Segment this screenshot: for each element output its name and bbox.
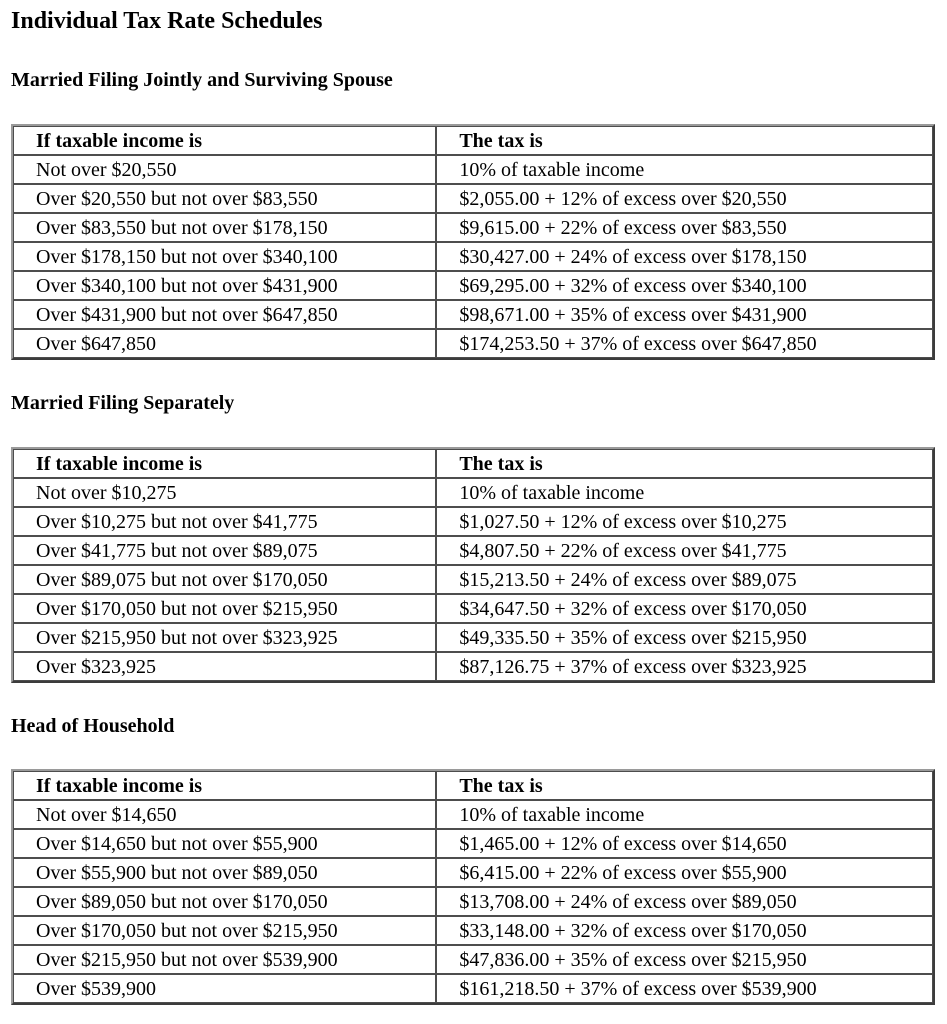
table-row: [13, 887, 933, 916]
table-row: [13, 916, 933, 945]
table-row: [13, 155, 933, 184]
tax-formula-cell: 10% of taxable income: [436, 800, 933, 829]
column-header-income: If taxable income is: [13, 449, 436, 478]
income-bracket-cell: Over $89,050 but not over $170,050: [13, 887, 436, 916]
table-row: [13, 594, 933, 623]
tax-formula-cell: $161,218.50 + 37% of excess over $539,900: [436, 974, 933, 1003]
income-bracket-cell: Over $215,950 but not over $539,900: [13, 945, 436, 974]
table-row: [13, 300, 933, 329]
tax-formula-cell: $4,807.50 + 22% of excess over $41,775: [436, 536, 933, 565]
table-row: [13, 536, 933, 565]
income-bracket-cell: Over $89,075 but not over $170,050: [13, 565, 436, 594]
table-row: [13, 329, 933, 358]
table-row: [13, 507, 933, 536]
tax-formula-cell: $87,126.75 + 37% of excess over $323,925: [436, 652, 933, 681]
table-row: [13, 974, 933, 1003]
tax-formula-cell: $6,415.00 + 22% of excess over $55,900: [436, 858, 933, 887]
income-bracket-cell: Over $431,900 but not over $647,850: [13, 300, 436, 329]
table-row: [13, 478, 933, 507]
tax-formula-cell: $47,836.00 + 35% of excess over $215,950: [436, 945, 933, 974]
table-header-row: [13, 449, 933, 478]
income-bracket-cell: Over $20,550 but not over $83,550: [13, 184, 436, 213]
tax-formula-cell: $1,465.00 + 12% of excess over $14,650: [436, 829, 933, 858]
column-header-tax: The tax is: [436, 126, 933, 155]
column-header-tax: The tax is: [436, 449, 933, 478]
table-header-row: [13, 771, 933, 800]
section-title-separate: Married Filing Separately: [11, 392, 235, 414]
tax-formula-cell: $1,027.50 + 12% of excess over $10,275: [436, 507, 933, 536]
page-title: Individual Tax Rate Schedules: [11, 8, 323, 34]
income-bracket-cell: Over $170,050 but not over $215,950: [13, 916, 436, 945]
table-row: [13, 800, 933, 829]
income-bracket-cell: Not over $14,650: [13, 800, 436, 829]
tax-formula-cell: 10% of taxable income: [436, 478, 933, 507]
rate-table-separate: [11, 447, 935, 683]
income-bracket-cell: Over $340,100 but not over $431,900: [13, 271, 436, 300]
tax-formula-cell: $174,253.50 + 37% of excess over $647,850: [436, 329, 933, 358]
section-title-joint: Married Filing Jointly and Surviving Spouse: [11, 69, 393, 91]
section-title-head-of-household: Head of Household: [11, 715, 175, 737]
tax-formula-cell: $34,647.50 + 32% of excess over $170,050: [436, 594, 933, 623]
table-row: [13, 858, 933, 887]
column-header-tax: The tax is: [436, 771, 933, 800]
table-row: [13, 242, 933, 271]
rate-table-joint: [11, 124, 935, 360]
tax-formula-cell: $30,427.00 + 24% of excess over $178,150: [436, 242, 933, 271]
tax-formula-cell: $13,708.00 + 24% of excess over $89,050: [436, 887, 933, 916]
income-bracket-cell: Over $83,550 but not over $178,150: [13, 213, 436, 242]
tax-formula-cell: $9,615.00 + 22% of excess over $83,550: [436, 213, 933, 242]
income-bracket-cell: Not over $10,275: [13, 478, 436, 507]
income-bracket-cell: Over $170,050 but not over $215,950: [13, 594, 436, 623]
column-header-income: If taxable income is: [13, 771, 436, 800]
column-header-income: If taxable income is: [13, 126, 436, 155]
table-row: [13, 652, 933, 681]
tax-formula-cell: $2,055.00 + 12% of excess over $20,550: [436, 184, 933, 213]
income-bracket-cell: Over $323,925: [13, 652, 436, 681]
table-row: [13, 945, 933, 974]
table-row: [13, 184, 933, 213]
income-bracket-cell: Over $41,775 but not over $89,075: [13, 536, 436, 565]
table-row: [13, 623, 933, 652]
income-bracket-cell: Over $14,650 but not over $55,900: [13, 829, 436, 858]
table-header-row: [13, 126, 933, 155]
tax-formula-cell: $15,213.50 + 24% of excess over $89,075: [436, 565, 933, 594]
income-bracket-cell: Over $178,150 but not over $340,100: [13, 242, 436, 271]
table-row: [13, 271, 933, 300]
tax-formula-cell: 10% of taxable income: [436, 155, 933, 184]
table-row: [13, 213, 933, 242]
income-bracket-cell: Over $539,900: [13, 974, 436, 1003]
income-bracket-cell: Not over $20,550: [13, 155, 436, 184]
tax-formula-cell: $33,148.00 + 32% of excess over $170,050: [436, 916, 933, 945]
rate-table-head-of-household: [11, 769, 935, 1005]
table-row: [13, 829, 933, 858]
income-bracket-cell: Over $215,950 but not over $323,925: [13, 623, 436, 652]
income-bracket-cell: Over $10,275 but not over $41,775: [13, 507, 436, 536]
income-bracket-cell: Over $647,850: [13, 329, 436, 358]
tax-formula-cell: $69,295.00 + 32% of excess over $340,100: [436, 271, 933, 300]
tax-formula-cell: $98,671.00 + 35% of excess over $431,900: [436, 300, 933, 329]
tax-formula-cell: $49,335.50 + 35% of excess over $215,950: [436, 623, 933, 652]
table-row: [13, 565, 933, 594]
income-bracket-cell: Over $55,900 but not over $89,050: [13, 858, 436, 887]
